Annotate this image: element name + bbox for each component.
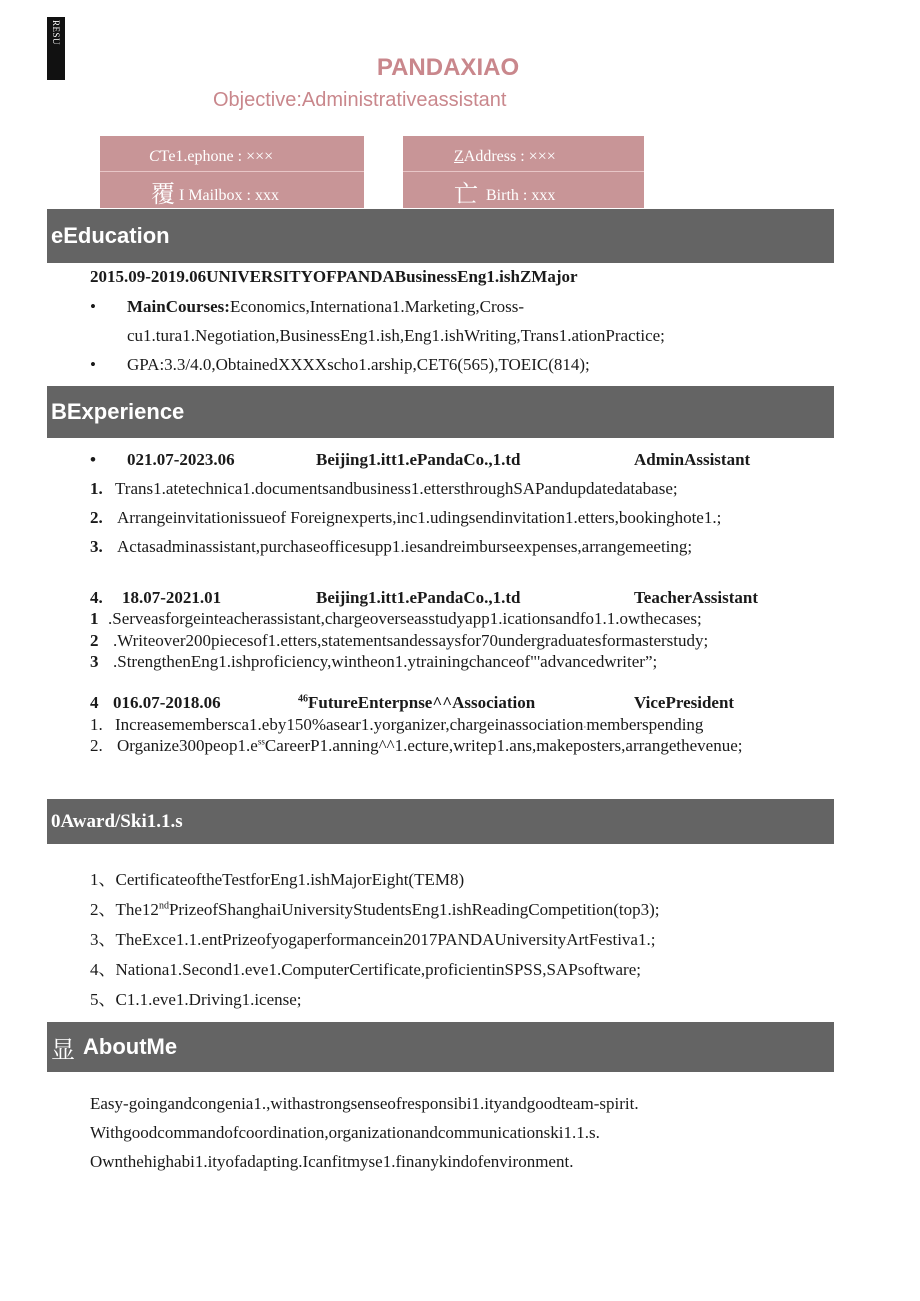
candidate-name: PANDAXIAO bbox=[376, 54, 520, 81]
bullet: • bbox=[90, 355, 96, 374]
list-item-number: 2. bbox=[90, 508, 103, 527]
about-line: Withgoodcommandofcoordination,organizationandcommunicationski1.1.s. bbox=[90, 1123, 600, 1142]
list-item-number: 1. bbox=[90, 715, 103, 734]
side-tab-label: RESU bbox=[51, 20, 61, 46]
contact-divider bbox=[403, 171, 644, 172]
company-name: FutureEnterpnse^^Association bbox=[308, 693, 536, 712]
job-date: 016.07-2018.06 bbox=[113, 693, 221, 712]
education-degree: 2015.09-2019.06UNIVERSITYOFPANDABusinessEng1.ishZMajor bbox=[90, 267, 578, 286]
address-row bbox=[454, 148, 556, 166]
list-item-number: 1. bbox=[90, 479, 103, 498]
list-item bbox=[90, 955, 641, 980]
list-prefix: 3、 bbox=[90, 930, 116, 949]
mail-text: I Mailbox : xxx bbox=[179, 187, 279, 204]
list-item bbox=[115, 715, 703, 735]
list-item bbox=[90, 865, 464, 890]
list-text: CertificateoftheTestforEng1.ishMajorEight(TEM8) bbox=[115, 870, 465, 889]
company-superscript: 46 bbox=[298, 693, 308, 705]
about-line: Easy-goingandcongenia1.,withastrongsenseofresponsibi1.ityandgoodteam-spirit. bbox=[90, 1094, 639, 1113]
list-item-number: 3 bbox=[90, 652, 99, 671]
list-item: .Serveasforgeinteacherassistant,chargeoverseasstudyapp1.icationsandfo1.1.owthecases; bbox=[108, 609, 702, 628]
list-prefix: 2、 bbox=[90, 900, 116, 919]
education-courses bbox=[127, 297, 524, 317]
job-date: 021.07-2023.06 bbox=[127, 450, 235, 469]
list-item bbox=[90, 895, 660, 920]
list-item-text: Increasememberscа1.eby150%asear1.yorganizer,chargeinassociation bbox=[115, 715, 584, 734]
list-item-small: ss bbox=[257, 736, 265, 747]
about-icon: 显 bbox=[51, 1035, 75, 1064]
ordinal-suffix: nd bbox=[158, 900, 169, 912]
list-item: Arrangeinvitationissueof Foreignexperts,inc1.udingsendinvitation1.etters,bookinghote1.; bbox=[117, 508, 722, 527]
contact-divider bbox=[100, 171, 364, 172]
contact-box-left bbox=[100, 136, 364, 208]
contact-box-right bbox=[403, 136, 644, 208]
list-item-number: 2. bbox=[90, 736, 103, 755]
list-item: .StrengthenEng1.ishproficiency,wintheon1.ytrainingchanceof"'advancedwriter”; bbox=[113, 652, 658, 671]
courses-label: MainCourses: bbox=[127, 297, 230, 316]
mail-icon: 覆 bbox=[151, 180, 175, 208]
mail-row bbox=[151, 174, 279, 209]
section-header-about bbox=[47, 1022, 834, 1072]
list-text-tail: PrizeofShanghaiUniversityStudentsEng1.ishReadingCompetition(top3); bbox=[168, 900, 660, 919]
job-company bbox=[298, 693, 535, 713]
section-header-experience: BExperience bbox=[47, 386, 834, 438]
about-title: AboutMe bbox=[83, 1034, 178, 1059]
bullet: • bbox=[90, 297, 96, 316]
education-courses-cont: cu1.tura1.Negotiation,BusinessEng1.ish,Eng1.ishWriting,Trans1.ationPractice; bbox=[127, 326, 665, 345]
education-gpa: GPA:3.3/4.0,ObtainedXXXXscho1.arship,CET6(565),TOEIC(814); bbox=[127, 355, 590, 374]
job-company: Beijing1.itt1.ePandaCo.,1.td bbox=[316, 588, 521, 607]
list-text: Nationa1.Second1.eve1.ComputerCertificate,proficientinSPSS,SAPsoftware; bbox=[115, 960, 641, 979]
list-item-number: 2 bbox=[90, 631, 99, 650]
job-marker: • bbox=[90, 450, 96, 469]
section-header-awards: 0Award/Ski1.1.s bbox=[47, 799, 834, 844]
birth-row bbox=[454, 174, 555, 209]
address-text: Address : ××× bbox=[463, 148, 556, 165]
list-item-dot: · bbox=[583, 722, 587, 732]
birth-text: Birth : xxx bbox=[486, 187, 556, 204]
job-role: VicePresident bbox=[634, 693, 735, 712]
list-item: Trans1.atetechnica1.documentsandbusiness1.ettersthroughSAPandupdatedatabase; bbox=[115, 479, 678, 498]
job-marker: 4 bbox=[90, 693, 99, 712]
list-item bbox=[117, 736, 742, 756]
about-line: Ownthehighabi1.ityofadapting.Icanfitmyse1.finanykindofenvironment. bbox=[90, 1152, 574, 1171]
objective: Objective:Administrativeassistant bbox=[213, 89, 507, 111]
job-date: 18.07-2021.01 bbox=[122, 588, 222, 607]
list-text: C1.1.eve1.Driving1.icense; bbox=[115, 990, 302, 1009]
list-item-number: 3. bbox=[90, 537, 103, 556]
courses-text: Economics,Internationa1.Marketing,Cross- bbox=[229, 297, 525, 316]
list-item-text: Organize300peop1.e bbox=[117, 736, 258, 755]
phone-icon: C bbox=[149, 148, 160, 165]
phone-row bbox=[149, 148, 273, 166]
birth-icon: 亡 bbox=[454, 180, 478, 208]
list-prefix: 5、 bbox=[90, 990, 116, 1009]
list-item: Actasadminassistant,purchaseofficesupp1.iesandreimburseexpenses,arrangemeeting; bbox=[117, 537, 693, 556]
list-item bbox=[90, 985, 302, 1010]
phone-text: Te1.ephone : ××× bbox=[159, 148, 274, 165]
list-item: .Writeover200piecesof1.etters,statementsandessaysfor70undergraduatesformasterstudy; bbox=[113, 631, 709, 650]
section-header-education: eEducation bbox=[47, 209, 834, 263]
list-item bbox=[90, 925, 655, 950]
list-item-tail: memberspending bbox=[586, 715, 704, 734]
job-role: TeacherAssistant bbox=[634, 588, 759, 607]
job-role: AdminAssistant bbox=[634, 450, 751, 469]
list-item-number: 1 bbox=[90, 609, 99, 628]
list-item-tail: CareerP1.anning^^1.ecture,writep1.ans,makeposters,arrangethevenue; bbox=[264, 736, 743, 755]
address-icon: Z bbox=[454, 148, 464, 165]
job-company: Beijing1.itt1.ePandaCo.,1.td bbox=[316, 450, 521, 469]
list-prefix: 4、 bbox=[90, 960, 116, 979]
job-marker: 4. bbox=[90, 588, 103, 607]
list-text: TheExce1.1.entPrizeofyogaperformancein2017PANDAUniversityArtFestiva1.; bbox=[115, 930, 656, 949]
list-prefix: 1、 bbox=[90, 870, 116, 889]
list-text: The12 bbox=[115, 900, 159, 919]
